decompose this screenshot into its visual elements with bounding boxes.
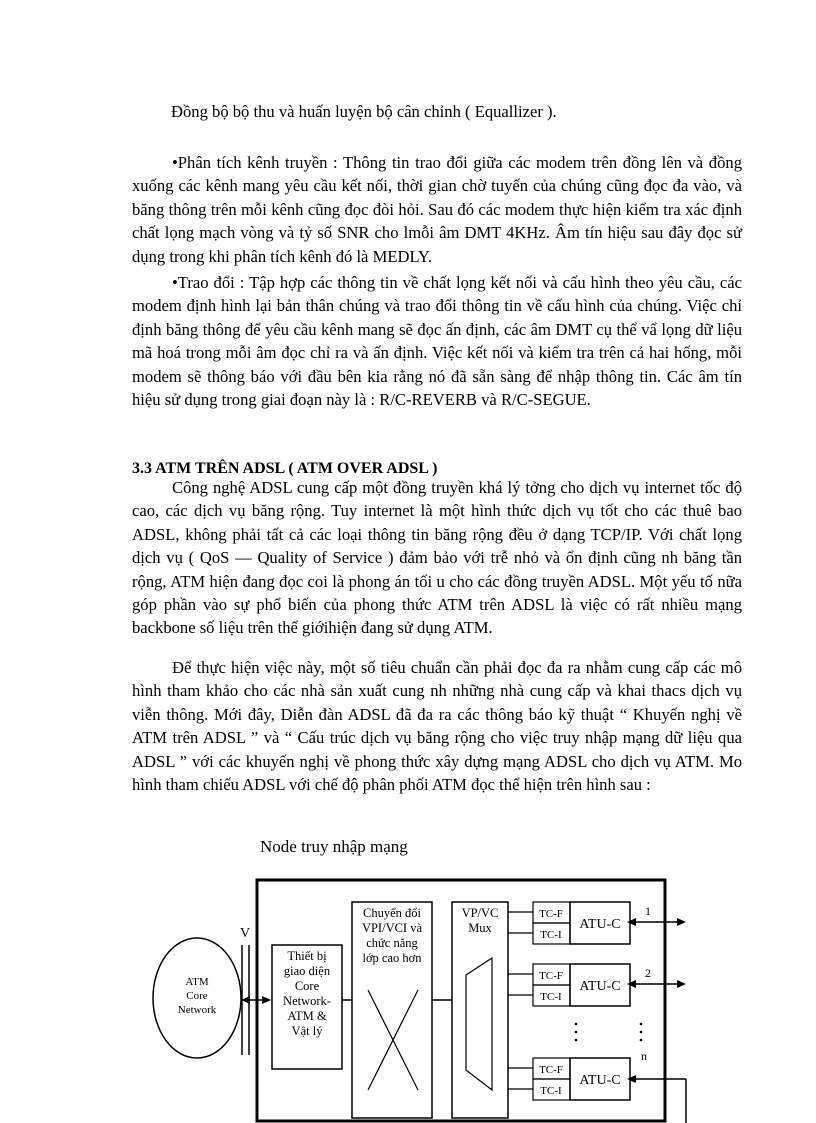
interface-line2: giao diện — [283, 964, 331, 978]
ellipsis-dots-atuc — [575, 1023, 578, 1042]
switch-line1: Chuyển đổi — [363, 906, 421, 920]
tcf-label-n: TC-F — [539, 1064, 563, 1076]
tci-label-2: TC-I — [540, 991, 562, 1003]
atuc-label-1: ATU-C — [579, 917, 621, 932]
mux-trapezoid — [466, 958, 492, 1090]
interface-line1: Thiết bị — [287, 949, 327, 963]
tci-label-1: TC-I — [540, 929, 562, 941]
tcf-label-2: TC-F — [539, 970, 563, 982]
switch-line3: chức năng — [366, 936, 418, 950]
switch-line2: VPI/VCI và — [361, 921, 423, 935]
line-2-arrow-left — [627, 980, 636, 988]
switch-line4: lớp cao hơn — [362, 951, 422, 965]
line-1-arrow-left — [627, 918, 636, 926]
atuc-label-n: ATU-C — [579, 1073, 621, 1088]
line-label-2: 2 — [645, 966, 651, 980]
v-label: V — [240, 926, 251, 941]
diagram-caption: Node truy nhập mạng — [260, 837, 408, 856]
line-1-arrow-right — [677, 918, 686, 926]
tci-label-n: TC-I — [540, 1085, 562, 1097]
ellipsis-dots-lines — [640, 1023, 643, 1042]
atuc-label-2: ATU-C — [579, 979, 621, 994]
atm-core-line1: ATM — [185, 976, 209, 988]
section-heading: 3.3 ATM TRÊN ADSL ( ATM OVER ADSL ) — [132, 460, 438, 477]
bullet-channel-analysis-body: : Thông tin trao đổi giữa các modem trên đồng lên và đồng xuống các kênh mang yêu cầu kết nối, thời gian chờ tuyến của chúng cũng đọc đa vào, và băng thông trên mỗi kênh cũng đọc đòi hỏi. Sau đó các modem thực hiện kiểm tra xác định chất lọng mạch vòng và tỷ số SNR cho lmỗi âm DMT 4KHz. Âm tín hiệu sau đây đọc sử dụng trong khi phân tích kênh đó là MEDLY. — [132, 153, 742, 266]
core-link-arrow-right — [262, 996, 271, 1004]
atm-core-line3: Network — [177, 1004, 217, 1016]
line-n-arrow-left — [627, 1075, 636, 1083]
interface-line6: Vật lý — [291, 1024, 323, 1038]
bullet-exchange-body: : Tập hợp các thông tin về chất lọng kết nối và cấu hình theo yêu cầu, các modem định hình lại bản thân chúng và trao đổi thông tin về cấu hình của chúng. Việc chỉ định băng thông để yêu cầu kênh mang sẽ đọc ấn định, các âm DMT cụ thể vẩ lọng dữ liệu mã hoá trong mỗi âm đọc chỉ ra và ấn định. Việc kết nối và kiểm tra trên cả hai hống, mỗi modem sẽ thông báo với đầu bên kia rằng nó đã sẵn sàng để nhập thông tin. Các âm tín hiệu sử dụng trong giai đoạn này là : R/C-REVERB và R/C-SEGUE. — [132, 273, 742, 410]
paragraph-standards: Để thực hiện việc này, một số tiêu chuẩn cần phải đọc đa ra nhằm cung cấp các mô hình tham khảo cho các nhà sản xuất cung nh những nhà cung cấp và khai thacs dịch vụ viễn thông. Mới đây, Diễn đàn ADSL đã đa ra các thông báo kỹ thuật “ Khuyến nghị về ATM trên ADSL ” và “ Cấu trúc dịch vụ băng rộng cho việc truy nhập mạng dữ liệu qua ADSL ” với các khuyến nghị về phong thức xây dựng mạng ADSL cho dịch vụ ATM. Mo hình tham chiếu ADSL với chế độ phân phối ATM đọc thể hiện trên hình sau : — [132, 658, 742, 795]
line-label-n: n — [641, 1049, 647, 1063]
intro-line: Đồng bộ bộ thu và huấn luyện bộ cân chỉnh ( Equallizer ). — [171, 102, 557, 121]
tcf-label-1: TC-F — [539, 908, 563, 920]
mux-line1: VP/VC — [461, 906, 499, 920]
interface-line4: Network- — [283, 994, 331, 1008]
mux-line2: Mux — [468, 921, 492, 935]
line-2-arrow-right — [677, 980, 686, 988]
line-label-1: 1 — [645, 904, 651, 918]
atm-core-line2: Core — [186, 990, 208, 1002]
paragraph-atm-adsl: Công nghệ ADSL cung cấp một đồng truyền khá lý tởng cho dịch vụ internet tốc độ cao, các dịch vụ băng rộng. Tuy internet là một hình thức dịch vụ tốt cho các thuê bao ADSL, không phải tất cả các loại thông tin băng rộng đều ở dạng TCP/IP. Với chất lọng dịch vụ ( QoS — Quality of Service ) đảm bảo với trễ nhỏ và ổn định cũng nh băng tần rộng, ATM hiện đang đọc coi là phong án tối u cho các đồng truyền ADSL. Một yếu tố nữa góp phần vào sự phổ biến của phong thức ATM trên ADSL là việc có rất nhiều mạng backbone số liệu trên thế giớihiện đang sử dụng ATM. — [132, 478, 742, 638]
bullet-exchange-head: •Trao đổi — [172, 273, 235, 292]
bullet-channel-analysis-head: •Phân tích kênh truyền — [172, 153, 328, 172]
interface-line3: Core — [294, 979, 320, 993]
interface-line5: ATM & — [287, 1009, 327, 1023]
